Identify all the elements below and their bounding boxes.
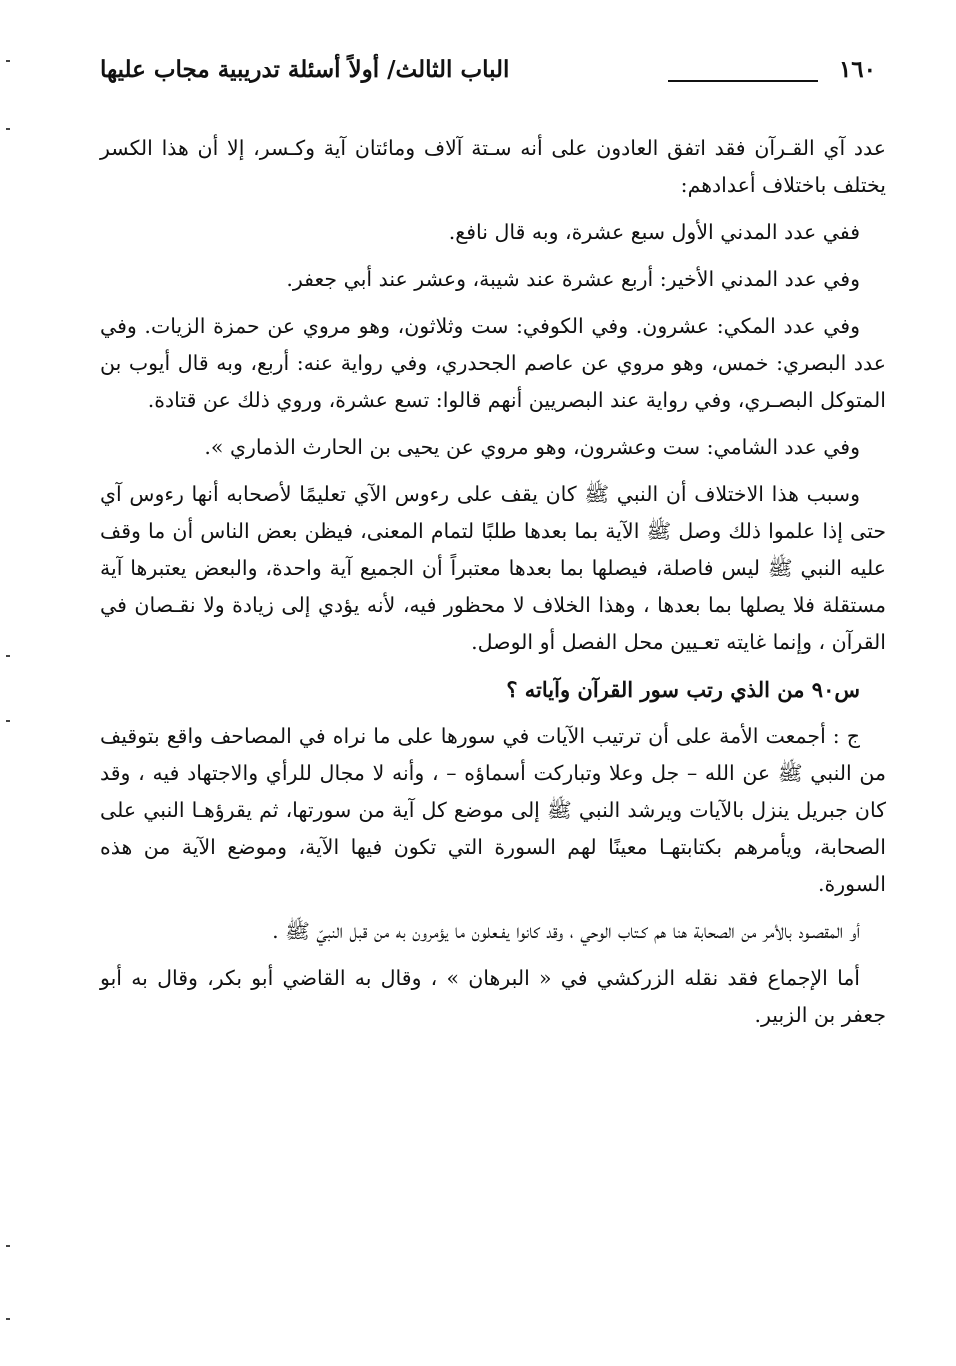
page-body [100, 130, 886, 1034]
scan-margin-mark [6, 1245, 10, 1247]
header-rule [668, 80, 818, 82]
paragraph-5: وفي عدد الشامي: ست وعشرون، وهو مروي عن يحيى بن الحارث الذماري ». [204, 435, 860, 459]
document-page [100, 52, 886, 1044]
answer-paragraph-3: أما الإجماع فقد نقله الزركشي في « البرهان » ، وقال به القاضي أبو بكر، وقال به أبو جعفر بن الزبير. [100, 966, 886, 1027]
paragraph-4: وفي عدد المكي: عشرون. وفي الكوفي: ست وثلاثون، وهو مروي عن حمزة الزيات. وفي عدد البصري: خمس، وهو مروي عن عاصم الجحدري، وفي رواية عنه: أربع، وبه قال أيوب بن المتوكل البصـري، وفي رواية عند البصريين أنهم قالوا: تسع عشرة، وروي ذلك عن قتادة. [100, 314, 886, 412]
scan-margin-mark [6, 1318, 10, 1320]
paragraph-6: وسبب هذا الاختلاف أن النبي ﷺ كان يقف على رءوس الآي تعليمًا لأصحابه أنها رءوس آي حتى إذا علموا ذلك وصل ﷺ الآية بما بعدها طلبًا لتمام المعنى، فيظن بعض الناس أن ما وقف عليه النبي ﷺ ليس فاصلة، فيصلها بما بعدها معتبراً أن الجميع آية واحدة، والبعض يعتبرها آية مستقلة فلا يصلها بما بعدها ، وهذا الخلاف لا محظور فيه، لأنه يؤدي إلى زيادة ولا نقـصان في القرآن ، وإنما غايته تعـيين محل الفصل أو الوصل. [100, 482, 886, 654]
question-heading: س٩٠ من الذي رتب سور القرآن وآياته ؟ [506, 677, 860, 702]
answer-paragraph-2: أو المقصـود بالأمر من الصحابة هنا هم كـتاب الوحي ، وقد كانوا يفـعلون ما يؤمرون به من قبل النبيّ ﷺ . [272, 919, 860, 943]
page-number: ١٦٠ [838, 56, 876, 83]
answer-paragraph-1: ج : أجمعت الأمة على أن ترتيب الآيات في سورها على ما نراه في المصاحف واقع بتوقيف من النبي ﷺ عن الله – جل وعلا وتباركت أسماؤه – ، وأنه لا مجال للرأي والاجتهاد فيه ، وقد كان جبريل ينزل بالآيات ويرشد النبي ﷺ إلى موضع كل آية من سورتها، ثم يقرؤهـا النبي على الصحابة، ويأمرهم بكتابتهـا معينًا لهم السورة التي تكون فيها الآية، وموضع الآية من هذه السورة. [100, 724, 886, 896]
paragraph-3: وفي عدد المدني الأخير: أربع عشرة عند شيبة، وعشر عند أبي جعفر. [286, 267, 860, 291]
running-title: الباب الثالث/ أولاً أسئلة تدريبية مجاب عليها [100, 56, 510, 83]
paragraph-2: ففي عدد المدني الأول سبع عشرة، وبه قال نافع. [448, 220, 860, 244]
scan-margin-mark [6, 655, 10, 657]
scan-margin-mark [6, 720, 10, 722]
paragraph-1: عدد آي القـرآن فقد اتفق العادون على أنه سـتة آلاف ومائتان آية وكـسر، إلا أن هذا الكسر يختلف باختلاف أعدادهم: [100, 136, 886, 197]
scan-margin-mark [6, 60, 10, 62]
page-header [100, 52, 886, 92]
scan-margin-mark [6, 128, 10, 130]
